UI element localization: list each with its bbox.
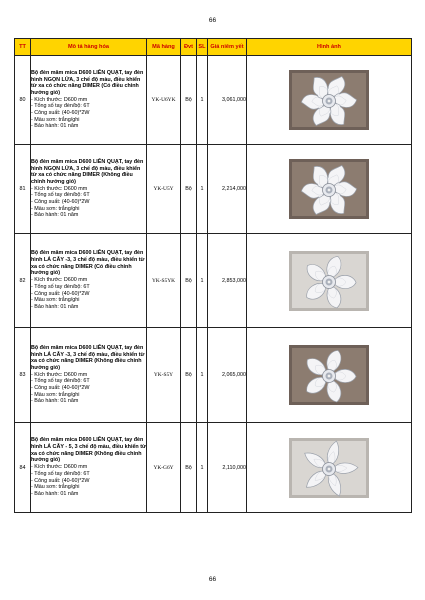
leaf-ceiling-fan-light-photo	[289, 251, 369, 311]
table-header-row	[15, 39, 412, 56]
spec-line: - Kích thước: D600 mm	[31, 277, 88, 284]
spec-line: - Công suất: (40-60)*2W	[31, 110, 90, 117]
header-price: Giá niêm yết	[208, 39, 247, 56]
spec-line: - Tổng số tay đèn/bộ: 6T	[31, 192, 90, 199]
table-row	[15, 328, 412, 423]
spec-line: - Tổng số tay đèn/bộ: 6T	[31, 470, 90, 477]
spec-line: - Bảo hành: 01 năm	[31, 303, 79, 310]
table-row	[15, 234, 412, 328]
page-number-top: 66	[208, 17, 217, 24]
spec-line: - Màu sơn: trắng/ghi	[31, 297, 80, 304]
spec-line: - Tổng số tay đèn/bộ: 6T	[31, 283, 90, 290]
header-code: Mã hàng	[147, 39, 181, 56]
unit: Bộ	[181, 328, 197, 423]
list-price: 2,110,000	[208, 423, 247, 513]
flame-petal-ceiling-fan-light-photo	[289, 159, 369, 219]
unit: Bộ	[181, 423, 197, 513]
product-image-cell	[247, 423, 412, 513]
product-image-cell	[247, 234, 412, 328]
spec-line: - Công suất: (40-60)*2W	[31, 290, 90, 297]
spec-line: - Bảo hành: 01 năm	[31, 398, 79, 405]
table-body	[15, 56, 412, 513]
unit: Bộ	[181, 145, 197, 234]
product-title: Bộ đèn mâm mica D600 LIÊN QUẠT, tay đèn hình NGỌN LỬA, 3 chế độ màu, điều khiển từ xa có chức năng DIMER (Có điều chỉnh hướng gió)	[31, 69, 144, 96]
quantity: 1	[197, 423, 208, 513]
header-unit: Đvt	[181, 39, 197, 56]
table-row	[15, 56, 412, 145]
product-title: Bộ đèn mâm mica D600 LIÊN QUẠT, tay đèn hình LÁ CÂY -3, 3 chế độ màu, điều khiển từ xa có chức năng DIMER (Không điều chỉnh hướng gió)	[31, 344, 145, 371]
spec-line: - Màu sơn: trắng/ghi	[31, 484, 80, 491]
header-qty: SL	[197, 39, 208, 56]
product-description	[31, 56, 147, 145]
product-description	[31, 328, 147, 423]
spec-line: - Kích thước: D600 mm	[31, 464, 88, 471]
spec-line: - Kích thước: D600 mm	[31, 96, 88, 103]
quantity: 1	[197, 328, 208, 423]
spec-line: - Công suất: (40-60)*2W	[31, 385, 90, 392]
product-title: Bộ đèn mâm mica D600 LIÊN QUẠT, tay đèn hình LÁ CÂY - 5, 3 chế độ màu, điều khiển từ xa có chức năng DIMER (Không điều chỉnh hướng gió)	[31, 437, 146, 464]
quantity: 1	[197, 234, 208, 328]
product-code: YK-S5YK	[147, 234, 181, 328]
table-row	[15, 145, 412, 234]
product-image-cell	[247, 56, 412, 145]
spec-line: - Tổng số tay đèn/bộ: 6T	[31, 378, 90, 385]
leaf-ceiling-fan-light-photo	[289, 345, 369, 405]
product-table	[14, 38, 412, 513]
list-price: 3,061,000	[208, 56, 247, 145]
spec-line: - Kích thước: D600 mm	[31, 371, 88, 378]
product-image-cell	[247, 328, 412, 423]
product-description	[31, 423, 147, 513]
product-code: YK-U5Y	[147, 145, 181, 234]
row-number: 83	[15, 328, 31, 423]
row-number: 82	[15, 234, 31, 328]
product-title: Bộ đèn mâm mica D600 LIÊN QUẠT, tay đèn hình LÁ CÂY -3, 3 chế độ màu, điều khiển từ xa có chức năng DIMER (Có điều chỉnh hướng gió)	[31, 250, 145, 277]
unit: Bộ	[181, 56, 197, 145]
list-price: 2,853,000	[208, 234, 247, 328]
spec-line: - Màu sơn: trắng/ghi	[31, 116, 80, 123]
spec-line: - Màu sơn: trắng/ghi	[31, 205, 80, 212]
product-code: YK-S5Y	[147, 328, 181, 423]
quantity: 1	[197, 145, 208, 234]
product-code: YK-G6Y	[147, 423, 181, 513]
spec-line: - Bảo hành: 01 năm	[31, 490, 79, 497]
product-code: YK-U6YK	[147, 56, 181, 145]
row-number: 84	[15, 423, 31, 513]
pointed-leaf-ceiling-fan-light-photo	[289, 438, 369, 498]
spec-line: - Màu sơn: trắng/ghi	[31, 391, 80, 398]
spec-line: - Bảo hành: 01 năm	[31, 212, 79, 219]
product-description	[31, 234, 147, 328]
header-image: Hình ảnh	[247, 39, 412, 56]
product-title: Bộ đèn mâm mica D600 LIÊN QUẠT, tay đèn hình NGỌN LỬA, 3 chế độ màu, điều khiển từ xa có chức năng DIMER (Không điều chỉnh hướng gió)	[31, 158, 144, 185]
flame-petal-ceiling-fan-light-photo	[289, 70, 369, 130]
spec-line: - Bảo hành: 01 năm	[31, 123, 79, 130]
row-number: 81	[15, 145, 31, 234]
spec-line: - Công suất: (40-60)*2W	[31, 199, 90, 206]
product-description	[31, 145, 147, 234]
list-price: 2,065,000	[208, 328, 247, 423]
spec-line: - Tổng số tay đèn/bộ: 6T	[31, 103, 90, 110]
page-number-bottom: 66	[208, 576, 217, 583]
table-row	[15, 423, 412, 513]
list-price: 2,214,000	[208, 145, 247, 234]
spec-line: - Kích thước: D600 mm	[31, 185, 88, 192]
row-number: 80	[15, 56, 31, 145]
header-tt: TT	[15, 39, 31, 56]
quantity: 1	[197, 56, 208, 145]
spec-line: - Công suất: (40-60)*2W	[31, 477, 90, 484]
product-image-cell	[247, 145, 412, 234]
header-description: Mô tả hàng hóa	[31, 39, 147, 56]
unit: Bộ	[181, 234, 197, 328]
